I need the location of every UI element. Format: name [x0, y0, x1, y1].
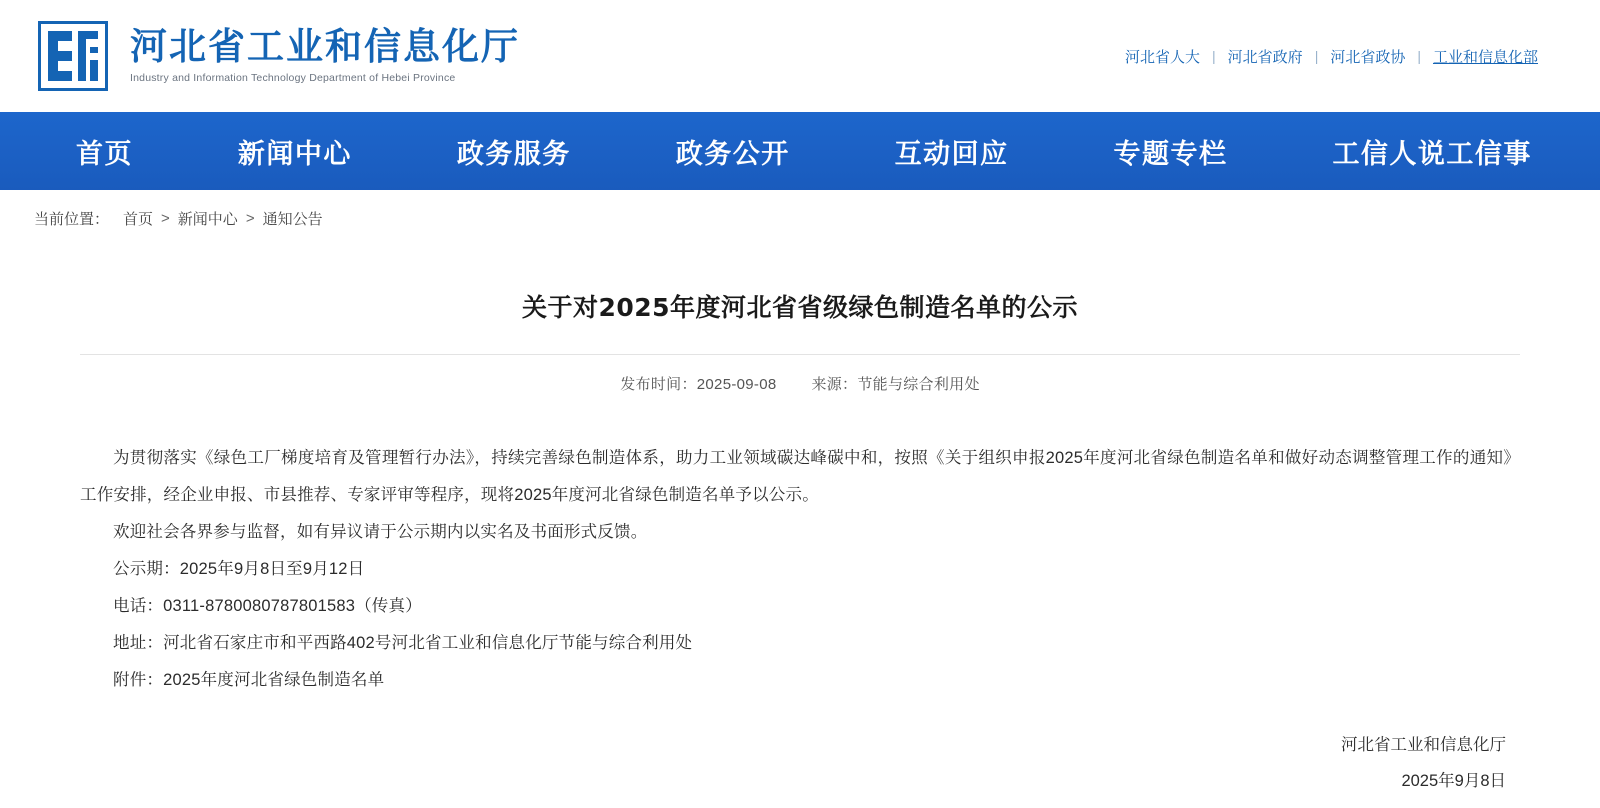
source-value: 节能与综合利用处 [857, 376, 980, 393]
header-link-zhengxie[interactable]: 河北省政协 [1330, 48, 1406, 66]
header-link-miit[interactable]: 工业和信息化部 [1432, 48, 1538, 66]
header-link-zhengfu[interactable]: 河北省政府 [1227, 48, 1303, 66]
site-brand[interactable] [38, 21, 520, 91]
article-signature [80, 727, 1520, 799]
breadcrumb-separator: > [245, 210, 255, 227]
breadcrumb [0, 190, 1600, 243]
brand-name-en: Industry and Information Technology Department of Hebei Province [130, 72, 456, 85]
article-publicity-period: 公示期：2025年9月8日至9月12日 [113, 560, 365, 578]
article-title: 关于对2025年度河北省省级绿色制造名单的公示 [521, 293, 1079, 322]
article-body [80, 440, 1520, 699]
article-container [0, 288, 1600, 799]
signature-date: 2025年9月8日 [1401, 772, 1506, 790]
breadcrumb-item-news-center[interactable]: 新闻中心 [177, 211, 238, 228]
publish-time-value: 2025-09-08 [696, 376, 777, 393]
header-link-separator: | [1212, 48, 1216, 64]
nav-item-interaction-response[interactable]: 互动回应 [894, 138, 1009, 170]
breadcrumb-item-notices[interactable]: 通知公告 [262, 211, 323, 228]
main-navigation-inner [48, 132, 1552, 171]
header-link-renda[interactable]: 河北省人大 [1125, 48, 1201, 66]
publish-time-label: 发布时间： [620, 376, 697, 393]
header-quick-links [1113, 46, 1560, 67]
article-paragraph-2: 欢迎社会各界参与监督，如有异议请于公示期内以实名及书面形式反馈。 [113, 523, 648, 541]
brand-name-cn: 河北省工业和信息化厅 [130, 25, 520, 69]
article-meta [80, 355, 1520, 394]
breadcrumb-label: 当前位置： [34, 211, 110, 228]
breadcrumb-item-home[interactable]: 首页 [123, 211, 154, 228]
nav-item-special-columns[interactable]: 专题专栏 [1113, 138, 1228, 170]
article-address: 地址：河北省石家庄市和平西路402号河北省工业和信息化厅节能与综合利用处 [113, 634, 693, 652]
hebei-iit-logo-icon [38, 21, 108, 91]
header-link-separator: | [1417, 48, 1421, 64]
main-navigation [0, 112, 1600, 190]
nav-item-government-services[interactable]: 政务服务 [456, 138, 571, 170]
brand-text-block [130, 27, 520, 84]
breadcrumb-separator: > [161, 210, 170, 227]
article-telephone: 电话：0311-8780080787801583（传真） [113, 597, 422, 615]
article-attachment[interactable]: 附件：2025年度河北省绿色制造名单 [113, 671, 385, 689]
header-link-separator: | [1314, 48, 1319, 64]
site-header [0, 0, 1600, 112]
article-paragraph-1: 为贯彻落实《绿色工厂梯度培育及管理暂行办法》，持续完善绿色制造体系，助力工业领域碳达峰碳中和，按照《关于组织申报2025年度河北省绿色制造名单和做好动态调整管理工作的通知》工作安排，经企业申报、市县推荐、专家评审等程序，现将2025年度河北省绿色制造名单予以公示。 [80, 449, 1520, 504]
source-label: 来源： [811, 376, 858, 393]
nav-item-home[interactable]: 首页 [76, 138, 133, 170]
nav-item-news-center[interactable]: 新闻中心 [237, 138, 352, 170]
signature-organization: 河北省工业和信息化厅 [1341, 736, 1506, 754]
nav-item-staff-stories[interactable]: 工信人说工信事 [1332, 138, 1532, 170]
nav-item-government-disclosure[interactable]: 政务公开 [675, 138, 790, 170]
